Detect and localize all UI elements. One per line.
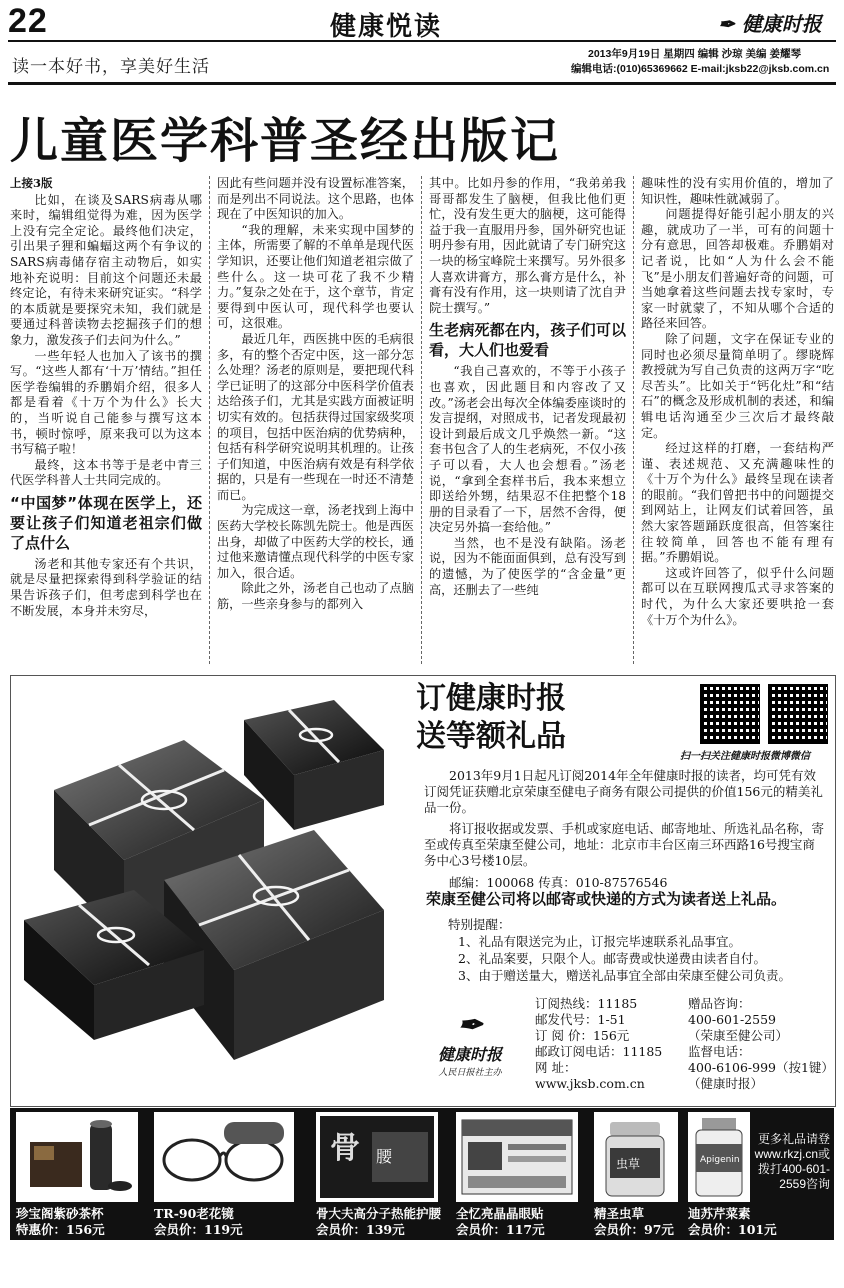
product-name: 迪苏芹菜素 [688, 1206, 751, 1221]
subheading: “中国梦”体现在医学上，还要让孩子们知道老祖宗们做了点什么 [10, 493, 202, 552]
paragraph: 其中。比如丹参的作用，“我弟弟我哥哥都发生了脑梗，但我比他们更忙，没有发生更大的脑梗，这可能得益于我一直服用丹参，国外研究也证明丹参有用，因此就请了专门研究这一块的杨宝峰院士来撰写。另外很多人喜欢讲膏方，那么膏方是什么，补膏有没有作用，这一块则请了沈自尹院士撰写。” [429, 176, 626, 315]
svg-text:Apigenin: Apigenin [700, 1155, 740, 1165]
consult-line: 400-601-2559 [688, 1012, 776, 1027]
column-divider [209, 176, 210, 664]
paragraph: 除此之外，汤老自己也动了点脑筋，一些亲身参与的都列入 [217, 581, 414, 612]
paragraph: 最终，这本书等于是老中青三代医学科普人士共同完成的。 [10, 457, 202, 488]
ad-title-line-1: 订健康时报 [416, 681, 566, 716]
consult-line: 赠品咨询： [688, 996, 751, 1011]
product-name: 精圣虫草 [594, 1206, 645, 1221]
paragraph: 这或许回答了，似乎什么问题都可以在互联网搜瓜式寻求答案的时代，为什么大家还要哄抢一套《十万个为什么》。 [641, 565, 834, 627]
special-notice [448, 916, 791, 984]
header-rule [8, 40, 836, 42]
feather-logo-icon: ✒ [718, 12, 735, 36]
ad-paragraph: 将订报收据或发票、手机或家庭电话、邮寄地址、所选礼品名称，寄至或传真至荣康至健公司，地址：北京市丰台区南三环西路16号搜宝商务中心3号楼10层。 [424, 821, 825, 868]
ad-paragraph: 2013年9月1日起凡订阅2014年全年健康时报的读者，均可凭有效订阅凭证获赠北京荣康至健电子商务有限公司提供的价值156元的精美礼品一份。 [424, 768, 823, 815]
product-name: 骨大夫高分子热能护腰 [316, 1206, 442, 1221]
product-name: 珍宝阁紫砂茶杯 [16, 1206, 104, 1221]
ad-title-line-2: 送等额礼品 [416, 719, 566, 754]
notice-item: 3、由于赠送量大，赠送礼品事宜全部由荣康至健公司负责。 [458, 968, 791, 983]
product-card[interactable] [684, 1112, 777, 1237]
consult-line: （健康时报） [688, 1076, 764, 1091]
article-column-1 [10, 176, 202, 619]
product-price: 特惠价：156元 [16, 1222, 105, 1237]
ad-paragraph: 邮编：100068 传真：010-87576546 [449, 874, 668, 890]
ad-emphasis: 荣康至健公司将以邮寄或快递的方式为读者送上礼品。 [426, 890, 787, 908]
gift-box-icon [14, 680, 409, 1100]
article-column-4 [641, 176, 834, 628]
product-name: TR-90老花镜 [154, 1206, 234, 1221]
paragraph: 问题提得好能引起小朋友的兴趣，就成功了一半，可有的问题十分有意思，回答却极难。乔鹏娟对记者说，比如“人为什么会不能飞”是小朋友们普遍好奇的问题，可当她拿着这些问题去找专家时，专家一时就蒙了，不知从哪个合适的路径来回答。 [641, 207, 834, 331]
gift-consult [688, 996, 834, 1092]
eye-patch-box-icon [456, 1112, 578, 1202]
page-number: 22 [8, 2, 48, 40]
article-headline: 儿童医学科普圣经出版记 [10, 113, 561, 169]
contact-line: 邮发代号：1-51 [535, 1012, 626, 1027]
paragraph: 为完成这一章，汤老找到上海中医药大学校长陈凯先院士。他是西医出身，却做了中医药大学的校长，通过他来邀请懂点现代科学的中医专家加入，很合适。 [217, 503, 414, 580]
article-column-3 [429, 176, 626, 598]
contact-line: 订 阅 价：156元 [535, 1028, 630, 1043]
paragraph: 比如，在谈及SARS病毒从哪来时，编辑组觉得为难，因为医学上没有完全定论。最终他们决定，引出果子狸和蝙蝠这两个有争议的SARS病毒储存宿主动物后，如实地补充说明：目前这个问题还未最终定论，有待未来研究证实。“科学的本质就是要探究未知，我们就是要通过科普读物去挖掘孩子们的想象力，激发孩子们去问为什么。” [10, 192, 202, 347]
product-card[interactable] [452, 1112, 588, 1236]
product-card[interactable] [590, 1112, 682, 1236]
product-name: 全忆亮晶晶眼贴 [456, 1206, 544, 1221]
celery-supplement-bottle-icon [688, 1112, 750, 1202]
glasses-icon [154, 1112, 294, 1202]
consult-line: 监督电话： [688, 1044, 751, 1059]
paragraph: 一些年轻人也加入了该书的撰写。“这些人都有‘十万’情结。”担任医学卷编辑的乔鹏娟介绍，很多人都是看着《十万个为什么》长大的，当听说自己能参与撰写这本书，顿时惊呼，原来我可以为这本书写稿子啦！ [10, 348, 202, 457]
logo-text: 健康时报 [741, 12, 822, 36]
contact-line: 网 址： [535, 1060, 577, 1075]
column-divider [421, 176, 422, 664]
header-rule-bottom [8, 82, 836, 85]
cordyceps-bottle-icon [594, 1112, 678, 1202]
qr-caption: 扫一扫关注健康时报微博微信 [680, 751, 810, 762]
svg-text:虫草: 虫草 [616, 1157, 641, 1171]
consult-line: （荣康至健公司） [688, 1028, 789, 1043]
paragraph: “我自己喜欢的，不等于小孩子也喜欢，因此题目和内容改了又改。”汤老会出每次全体编委座谈时的发言提纲，对照成书，记者发现最初设计到最后成文几乎焕然一新。“这套书包含了人的生老病死，不仅小孩子可以看，大人也会想看。”汤老说，“拿到全套样书后，我本来想立即送给外甥，结果忍不住把整个18册的目录看了一下，居然不舍得，便决定另外搞一套给他。” [429, 364, 626, 535]
waist-belt-box-icon [316, 1112, 438, 1202]
notice-item: 2、礼品案要，只限个人。邮寄费或快递费由读者自付。 [458, 951, 766, 966]
product-card[interactable] [312, 1112, 452, 1236]
consult-line: 400-6106-999（按1键） [688, 1060, 834, 1075]
paragraph: 最近几年，西医挑中医的毛病很多，有的整个否定中医，这一部分怎么处理？汤老的原则是，要把现代科学已证明了的这部分中医科学价值表达给孩子们，尤其是实践方面被证明切实有效的。包括获得过国家级奖项的项目，包括中医治病的优势病种，包括有科学研究说明其机理的。让孩子们知道，中医治病有效是有科学依据的，只是有一些现在一时还不清楚而已。 [217, 331, 414, 502]
wechat-qr-code-icon[interactable] [768, 684, 828, 744]
more-gifts-link[interactable]: 更多礼品请登www.rkzj.cn或拨打400-601-2559咨询 [754, 1132, 830, 1191]
svg-text:腰: 腰 [376, 1147, 393, 1166]
section-title: 健康悦读 [330, 12, 443, 42]
notice-item: 1、礼品有限送完为止，订报完毕速联系礼品事宜。 [458, 934, 741, 949]
continued-label: 上接3版 [10, 176, 53, 190]
subscription-contact [535, 996, 662, 1092]
website-link[interactable]: www.jksb.com.cn [535, 1076, 645, 1091]
paragraph: 汤老和其他专家还有个共识，就是尽量把探索得到科学验证的结果告诉孩子们，但考虑到科学也在不断发展，本身并未穷尽， [10, 556, 202, 618]
paragraph: 因此有些问题并没有设置标准答案，而是列出不同说法。这个思路，也体现在了中医知识的加入。 [217, 176, 414, 222]
weibo-qr-code-icon[interactable] [700, 684, 760, 744]
date-editor-line: 2013年9月19日 星期四 编辑 沙琼 美编 姜耀琴 [588, 48, 801, 60]
tea-cup-icon [16, 1112, 138, 1202]
notice-title: 特别提醒： [448, 917, 511, 932]
subheading: 生老病死都在内，孩子们可以看，大人们也爱看 [429, 321, 626, 360]
slogan: 读一本好书，享美好生活 [12, 57, 210, 76]
product-price: 会员价：117元 [456, 1222, 545, 1237]
paragraph: 除了问题，文字在保证专业的同时也必须尽量简单明了。缪晓辉教授就为写自己负责的这两万字“吃尽苦头”。比如关于“钙化灶”和“结石”的概念及形成机制的表述，和编辑电话沟通至少三次后才最终敲定。 [641, 331, 834, 440]
ad-logo-subtext: 人民日报社主办 [438, 1068, 502, 1078]
svg-text:骨: 骨 [330, 1131, 360, 1166]
feather-logo-icon: ✒ [457, 1008, 483, 1043]
paragraph: “我的理解，未来实现中国梦的主体，所需要了解的不单单是现代医学知识，还要让他们知道老祖宗做了些什么。这一块可花了我不少精力。”复杂之处在于，这个章节，肯定要得到中医认可，现代科学也要认可，这很难。 [217, 222, 414, 331]
product-price: 会员价：101元 [688, 1222, 777, 1237]
ad-logo [420, 1010, 520, 1090]
contact-line: 编辑电话:(010)65369662 E-mail:jksb22@jksb.com.cn [571, 63, 830, 75]
product-price: 会员价：97元 [594, 1222, 674, 1237]
paragraph: 趣味性的没有实用价值的，增加了知识性，趣味性就减弱了。 [641, 176, 834, 206]
contact-line: 邮政订阅电话：11185 [535, 1044, 663, 1059]
newspaper-logo [718, 8, 822, 37]
product-card[interactable] [150, 1112, 300, 1236]
contact-line: 订阅热线：11185 [535, 996, 638, 1011]
paragraph: 当然，也不是没有缺陷。汤老说，因为不能面面俱到，总有没写到的遗憾，为了使医学的“含金量”更高，还删去了一些纯 [429, 535, 626, 597]
ad-body [424, 768, 824, 897]
product-price: 会员价：139元 [316, 1222, 405, 1237]
article-column-2 [217, 176, 414, 613]
paragraph: 经过这样的打磨，一套结构严谨、表述规范、又充满趣味性的《十万个为什么》最终呈现在读者的眼前。“我们曾把书中的问题提交到网站上，让网友们试着回答，虽然大家答题踊跃度很高，但答案往往较简单，回答也不能有理有据。”乔鹏娟说。 [641, 441, 834, 565]
ad-logo-text: 健康时报 [437, 1045, 502, 1064]
ad-title [416, 680, 566, 756]
gift-box-image [14, 680, 409, 1100]
column-divider [633, 176, 634, 664]
product-card[interactable] [12, 1112, 147, 1236]
product-price: 会员价：119元 [154, 1222, 243, 1237]
